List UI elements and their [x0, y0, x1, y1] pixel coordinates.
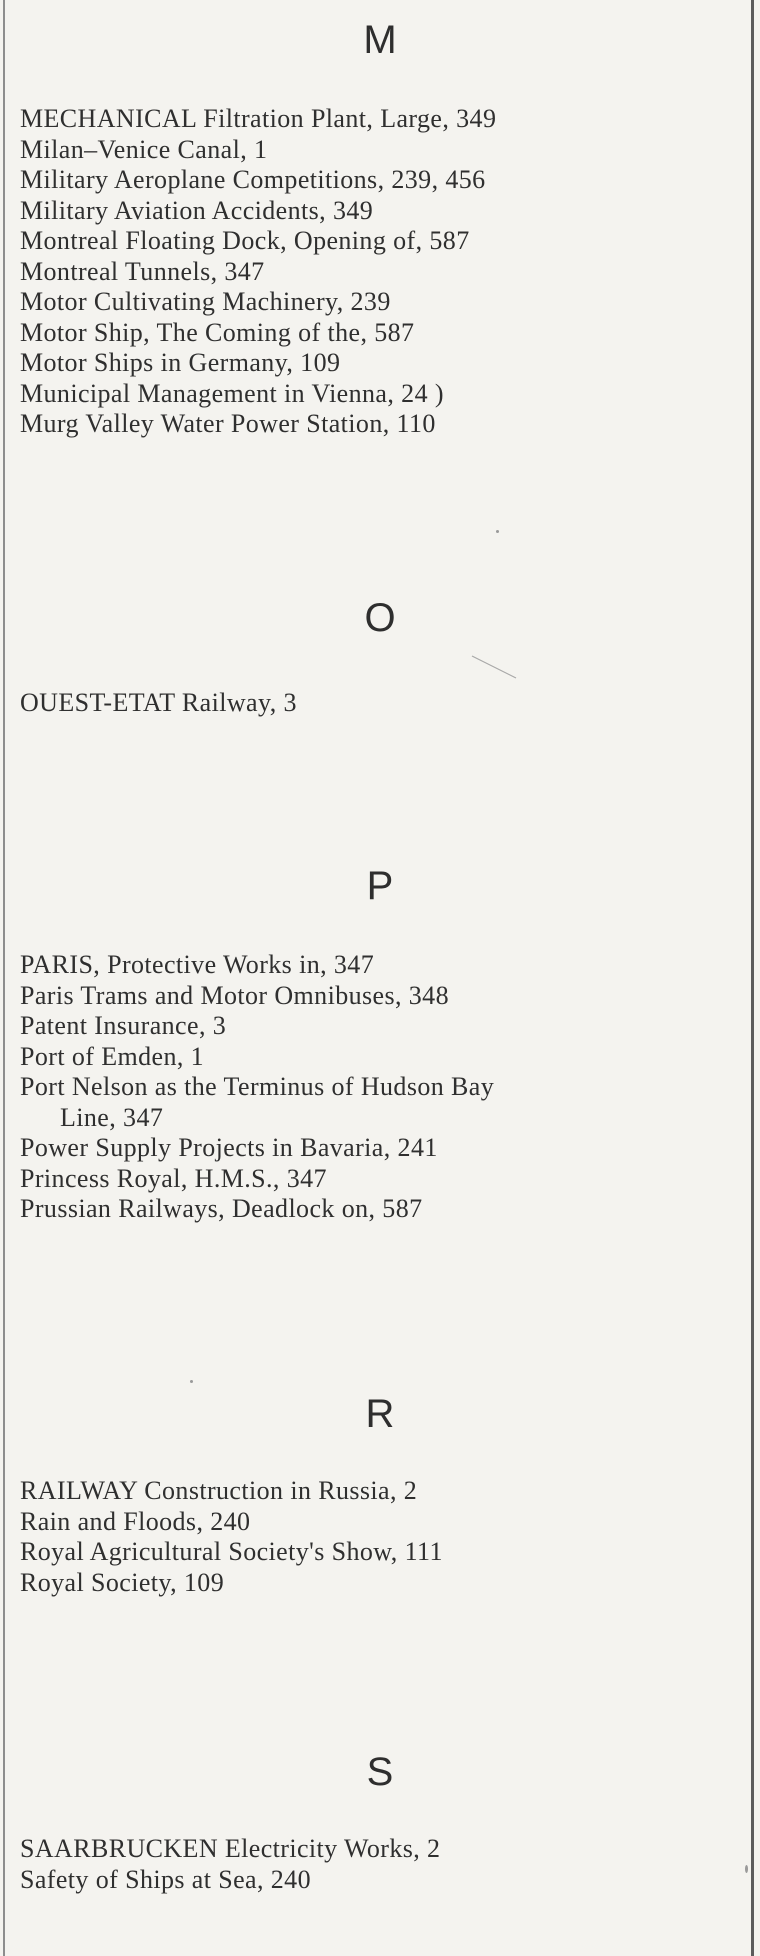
entry-list [20, 1834, 740, 1895]
index-entry: Murg Valley Water Power Station, 110 [20, 409, 436, 438]
entry-list [20, 1476, 740, 1598]
index-entry: MECHANICAL Filtration Plant, Large, 349 [20, 104, 497, 133]
index-entry: Motor Ship, The Coming of the, 587 [20, 317, 415, 347]
index-entry: SAARBRUCKEN Electricity Works, 2 [20, 1834, 441, 1863]
scan-speck [745, 1865, 748, 1873]
index-entry: Rain and Floods, 240 [20, 1506, 251, 1536]
index-entry: Princess Royal, H.M.S., 347 [20, 1163, 327, 1193]
section-letter: R [365, 1392, 395, 1436]
scan-speck [190, 1380, 193, 1383]
left-margin-rule [3, 0, 5, 1956]
index-entry: Port Nelson as the Terminus of Hudson Bay [20, 1072, 495, 1101]
index-entry: Safety of Ships at Sea, 240 [20, 1864, 311, 1894]
index-entry: Power Supply Projects in Bavaria, 241 [20, 1133, 438, 1162]
index-entry: Royal Society, 109 [20, 1567, 225, 1597]
index-entry: Port of Emden, 1 [20, 1041, 205, 1071]
index-entry: PARIS, Protective Works in, 347 [20, 950, 375, 979]
index-entry: OUEST-ETAT Railway, 3 [20, 688, 297, 717]
index-entry: Military Aeroplane Competitions, 239, 456 [20, 165, 486, 194]
index-entry: Motor Ships in Germany, 109 [20, 348, 341, 377]
index-entry: Municipal Management in Vienna, 24 ) [20, 378, 444, 408]
index-entry: Prussian Railways, Deadlock on, 587 [20, 1194, 423, 1223]
section-letter: S [366, 1750, 394, 1794]
index-entry: Paris Trams and Motor Omnibuses, 348 [20, 980, 449, 1010]
index-entry: Patent Insurance, 3 [20, 1011, 227, 1040]
entry-list [20, 688, 740, 719]
section-letter: M [363, 18, 397, 62]
scan-stroke-mark [470, 652, 520, 682]
section-letter: O [364, 596, 396, 640]
index-entry: RAILWAY Construction in Russia, 2 [20, 1476, 418, 1505]
scan-speck [496, 530, 499, 533]
index-entry: Milan–Venice Canal, 1 [20, 134, 268, 164]
entry-list [20, 950, 740, 1225]
index-entry: Military Aviation Accidents, 349 [20, 195, 374, 225]
index-entry: Montreal Tunnels, 347 [20, 256, 265, 286]
right-margin-rule [751, 0, 754, 1956]
index-entry-continuation: Line, 347 [60, 1102, 164, 1132]
section-letter: P [366, 864, 394, 908]
index-entry: Motor Cultivating Machinery, 239 [20, 287, 391, 316]
index-entry: Montreal Floating Dock, Opening of, 587 [20, 226, 470, 255]
index-entry: Royal Agricultural Society's Show, 111 [20, 1537, 443, 1566]
entry-list [20, 104, 740, 440]
